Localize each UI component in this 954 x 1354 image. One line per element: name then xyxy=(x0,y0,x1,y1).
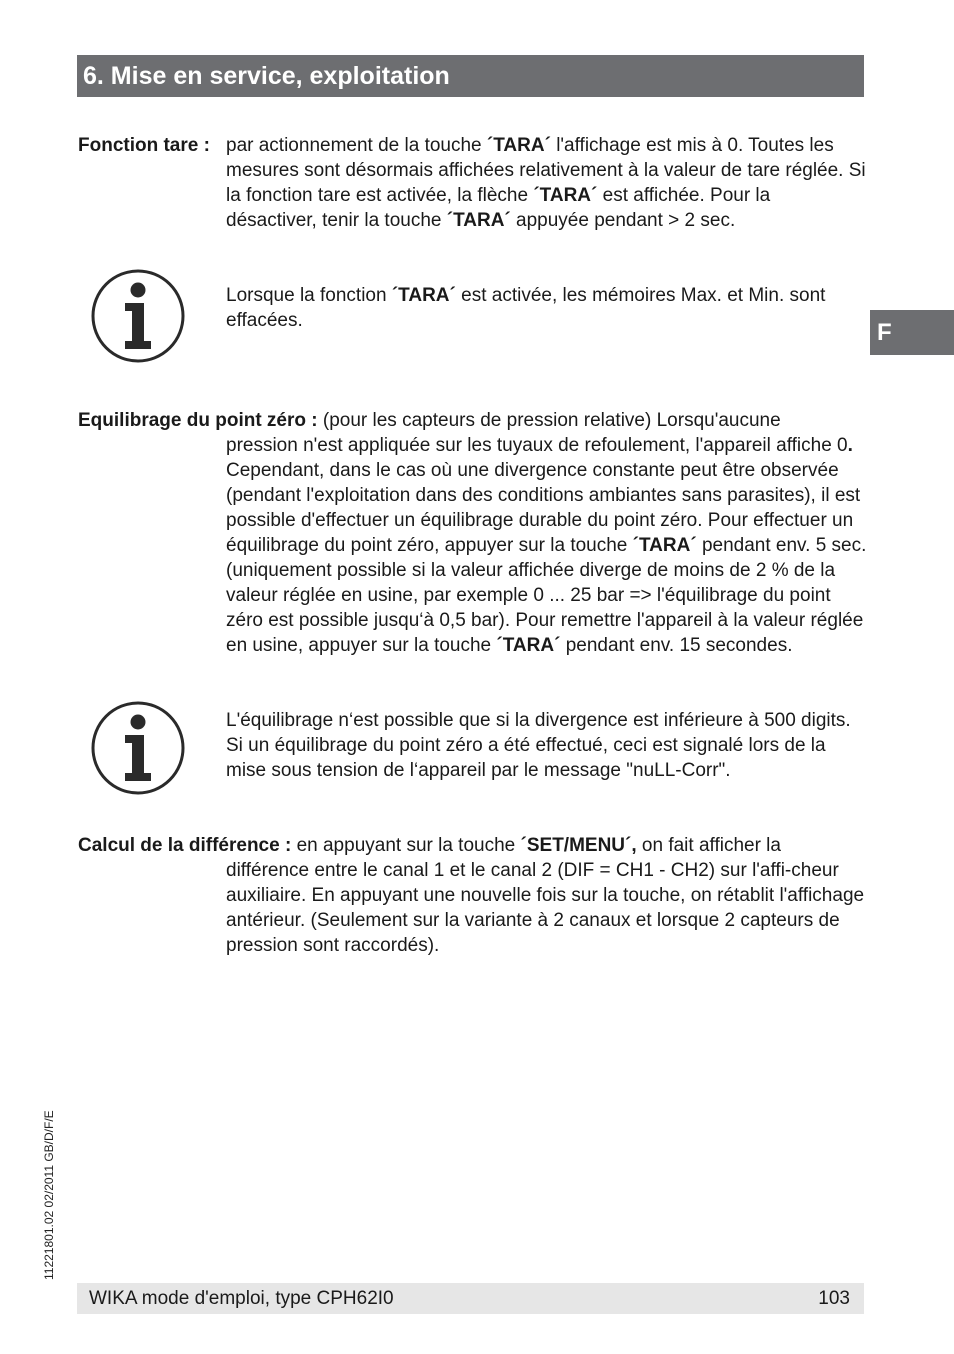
language-tab: F xyxy=(870,310,954,355)
tara-key: ´TARA´ xyxy=(391,285,456,306)
zero-label: Equilibrage du point zéro : xyxy=(78,410,318,431)
tara-key: ´TARA´ xyxy=(446,210,511,231)
document-code: 11221801.02 02/2011 GB/D/F/E xyxy=(42,1110,56,1280)
note-tare-memories: Lorsque la fonction ´TARA´ est activée, les mémoires Max. et Min. sont effacées. xyxy=(226,285,826,331)
tare-paragraph: par actionnement de la touche ´TARA´ l'affichage est mis à 0. Toutes les mesures sont désormais affichées relativement à la valeur de tare réglée. Si la fonction tare est activée, la flèche ´TARA´ est affichée. Pour la désactiver, tenir la touche ´TARA´ appuyée pendant > 2 sec. xyxy=(226,135,866,231)
tara-key: ´TARA´ xyxy=(496,635,561,656)
zero-paragraph: Equilibrage du point zéro : (pour les capteurs de pression relative) Lorsqu'aucune pression n'est appliquée sur les tuyaux de refoulement, l'appareil affiche 0. Cependant, dans le cas où une divergence constante peut être observée (pendant l'exploitation dans des conditions ambiantes sans parasites), il est possible d'effectuer un équilibrage durable du point zéro. Pour effectuer un équilibrage du point zéro, appuyer sur la touche ´TARA´ pendant env. 5 sec. (uniquement possible si la valeur affichée diverge de moins de 2 % de la valeur réglée en usine, par exemple 0 ... 25 bar => l'équilibrage du point zéro est possible jusqu‘à 0,5 bar). Pour remettre l'appareil à la valeur réglée en usine, appuyer sur la touche ´TARA´ pendant env. 15 secondes. xyxy=(78,410,867,656)
note-zero-limit: L'équilibrage n‘est possible que si la divergence est inférieure à 500 digits. Si un équilibrage du point zéro a été effectué, ceci est signalé lors de la mise sous tension de l‘appareil par le message "nuLL-Corr". xyxy=(226,710,851,781)
page-number: 103 xyxy=(818,1288,850,1309)
info-icon xyxy=(91,269,185,363)
footer-title: WIKA mode d'emploi, type CPH62I0 xyxy=(89,1288,394,1309)
tare-label: Fonction tare : xyxy=(78,135,210,156)
difference-label: Calcul de la différence : xyxy=(78,835,292,856)
tara-key: ´TARA´ xyxy=(533,185,598,206)
tara-key: ´TARA´ xyxy=(486,135,551,156)
section-title: 6. Mise en service, exploitation xyxy=(77,55,864,97)
info-icon xyxy=(91,701,185,795)
set-menu-key: ´SET/MENU´, xyxy=(520,835,637,856)
page-footer xyxy=(77,1283,864,1314)
difference-paragraph: Calcul de la différence : en appuyant sur la touche ´SET/MENU´, on fait afficher la différence entre le canal 1 et le canal 2 (DIF = CH1 - CH2) sur l'affi-cheur auxiliaire. En appuyant une nouvelle fois sur la touche, on rétablit l'affichage antérieur. (Seulement sur la variante à 2 canaux et lorsque 2 capteurs de pression sont raccordés). xyxy=(78,835,865,956)
tara-key: ´TARA´ xyxy=(632,535,697,556)
